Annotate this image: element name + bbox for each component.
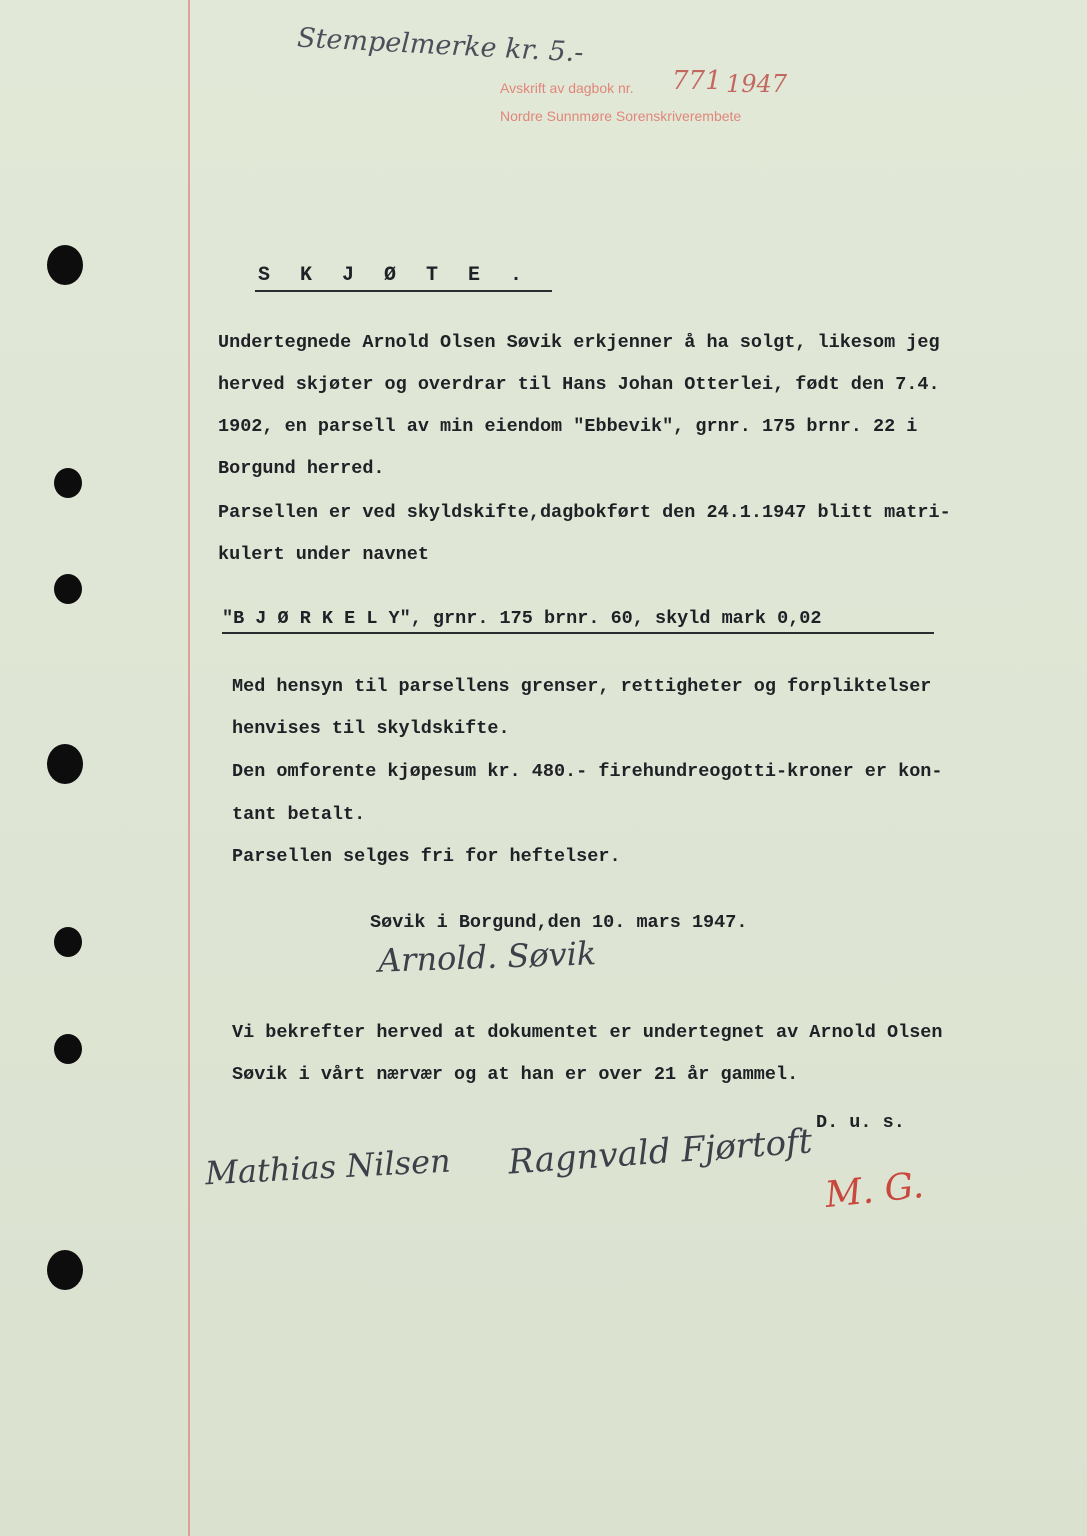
body-line: 1902, en parsell av min eiendom "Ebbevik", grnr. 175 brnr. 22 i [218, 416, 918, 437]
body-line: Undertegnede Arnold Olsen Søvik erkjenner å ha solgt, likesom jeg [218, 332, 940, 353]
place-and-date: Søvik i Borgund,den 10. mars 1947. [370, 912, 748, 933]
body-line: Parsellen selges fri for heftelser. [232, 846, 621, 867]
stamp-year: 1947 [726, 70, 788, 98]
body-line: Med hensyn til parsellens grenser, rettigheter og forpliktelser [232, 676, 932, 697]
punch-hole [54, 927, 82, 957]
stamp-journal-number: 771 [672, 66, 722, 96]
punch-hole [54, 468, 82, 498]
seller-signature: Arnold. Søvik [377, 934, 597, 980]
stamp-office: Nordre Sunnmøre Sorenskriverembete [500, 108, 742, 124]
witness-signature-1: Mathias Nilsen [204, 1141, 452, 1193]
body-line: Parsellen er ved skyldskifte,dagbokført den 24.1.1947 blitt matri- [218, 502, 951, 523]
title-underline [255, 290, 552, 292]
property-underline [222, 632, 934, 634]
witness-line: Søvik i vårt nærvær og at han er over 21 år gammel. [232, 1064, 799, 1085]
punch-hole [47, 245, 83, 285]
body-line: herved skjøter og overdrar til Hans Johan Otterlei, født den 7.4. [218, 374, 940, 395]
property-designation: "B J Ø R K E L Y", grnr. 175 brnr. 60, skyld mark 0,02 [222, 608, 822, 629]
punch-hole [47, 1250, 83, 1290]
document-title: S K J Ø T E . [258, 264, 532, 287]
punch-hole [54, 1034, 82, 1064]
punch-hole [54, 574, 82, 604]
dus-mark: D. u. s. [816, 1112, 905, 1133]
body-line: tant betalt. [232, 804, 366, 825]
punch-hole [47, 744, 83, 784]
witness-line: Vi bekrefter herved at dokumentet er undertegnet av Arnold Olsen [232, 1022, 943, 1043]
red-initials: M. G. [823, 1164, 926, 1217]
witness-signature-2: Ragnvald Fjørtoft [506, 1121, 814, 1183]
stamp-copy-label: Avskrift av dagbok nr. [500, 80, 634, 96]
stamp-duty-note: Stempelmerke kr. 5.- [296, 22, 585, 69]
body-line: henvises til skyldskifte. [232, 718, 510, 739]
red-margin-line [188, 0, 190, 1536]
body-line: kulert under navnet [218, 544, 429, 565]
body-line: Den omforente kjøpesum kr. 480.- firehundreogotti-kroner er kon- [232, 761, 943, 782]
body-line: Borgund herred. [218, 458, 385, 479]
